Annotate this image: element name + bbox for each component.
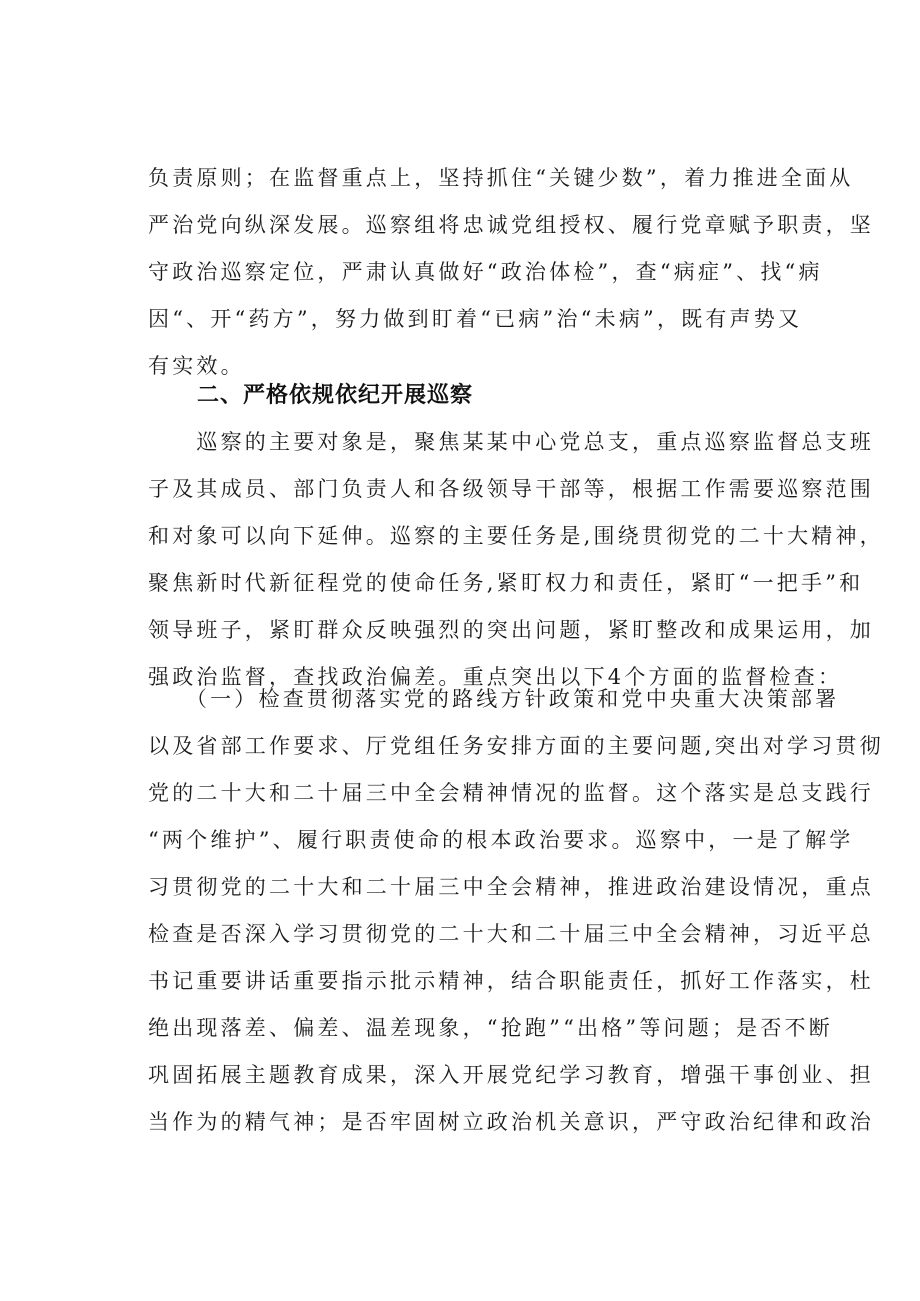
paragraph-line: 强政治监督，查找政治偏差。重点突出以下4个方面的监督检查： (148, 665, 843, 689)
paragraph-1 (148, 155, 874, 390)
section-heading: 二、严格依规依纪开展巡察 (197, 383, 474, 408)
paragraph-line: 当作为的精气神；是否牢固树立政治机关意识，严守政治纪律和政治 (148, 1110, 874, 1134)
paragraph-line: 领导班子，紧盯群众反映强烈的突出问题，紧盯整改和成果运用，加 (148, 618, 874, 642)
paragraph-3 (148, 676, 884, 1146)
paragraph-2 (148, 419, 884, 701)
paragraph-line: “两个维护”、履行职责使命的根本政治要求。巡察中，一是了解学 (148, 828, 854, 852)
paragraph-line: 巡察的主要对象是，聚焦某某中心党总支，重点巡察监督总支班 (148, 430, 874, 454)
paragraph-line: 和对象可以向下延伸。巡察的主要任务是,围绕贯彻党的二十大精神， (148, 524, 884, 548)
paragraph-line: 以及省部工作要求、厅党组任务安排方面的主要问题,突出对学习贯彻 (148, 734, 884, 758)
paragraph-line: 检查是否深入学习贯彻党的二十大和二十届三中全会精神，习近平总 (148, 922, 874, 946)
paragraph-line: 子及其成员、部门负责人和各级领导干部等，根据工作需要巡察范围 (148, 477, 874, 501)
paragraph-line: 有实效。 (148, 354, 245, 378)
paragraph-line: 守政治巡察定位，严肃认真做好“政治体检”，查“病症”、找“病 (148, 260, 823, 284)
paragraph-line: （一）检查贯彻落实党的路线方针政策和党中央重大决策部署 (148, 687, 840, 711)
paragraph-line: 巩固拓展主题教育成果，深入开展党纪学习教育，增强干事创业、担 (148, 1063, 874, 1087)
paragraph-line: 聚焦新时代新征程党的使命任务,紧盯权力和责任，紧盯“一把手”和 (148, 571, 864, 595)
paragraph-line: 书记重要讲话重要指示批示精神，结合职能责任，抓好工作落实，杜 (148, 969, 874, 993)
paragraph-line: 因“、开“药方”，努力做到盯着“已病”治“未病”，既有声势又 (148, 307, 803, 331)
paragraph-line: 党的二十大和二十届三中全会精神情况的监督。这个落实是总支践行 (148, 781, 874, 805)
paragraph-line: 负责原则；在监督重点上，坚持抓住“关键少数”，着力推进全面从 (148, 166, 854, 190)
paragraph-line: 严治党向纵深发展。巡察组将忠诚党组授权、履行党章赋予职责，坚 (148, 213, 874, 237)
paragraph-line: 绝出现落差、偏差、温差现象，“抢跑”“出格”等问题；是否不断 (148, 1016, 833, 1040)
paragraph-line: 习贯彻党的二十大和二十届三中全会精神，推进政治建设情况，重点 (148, 875, 874, 899)
